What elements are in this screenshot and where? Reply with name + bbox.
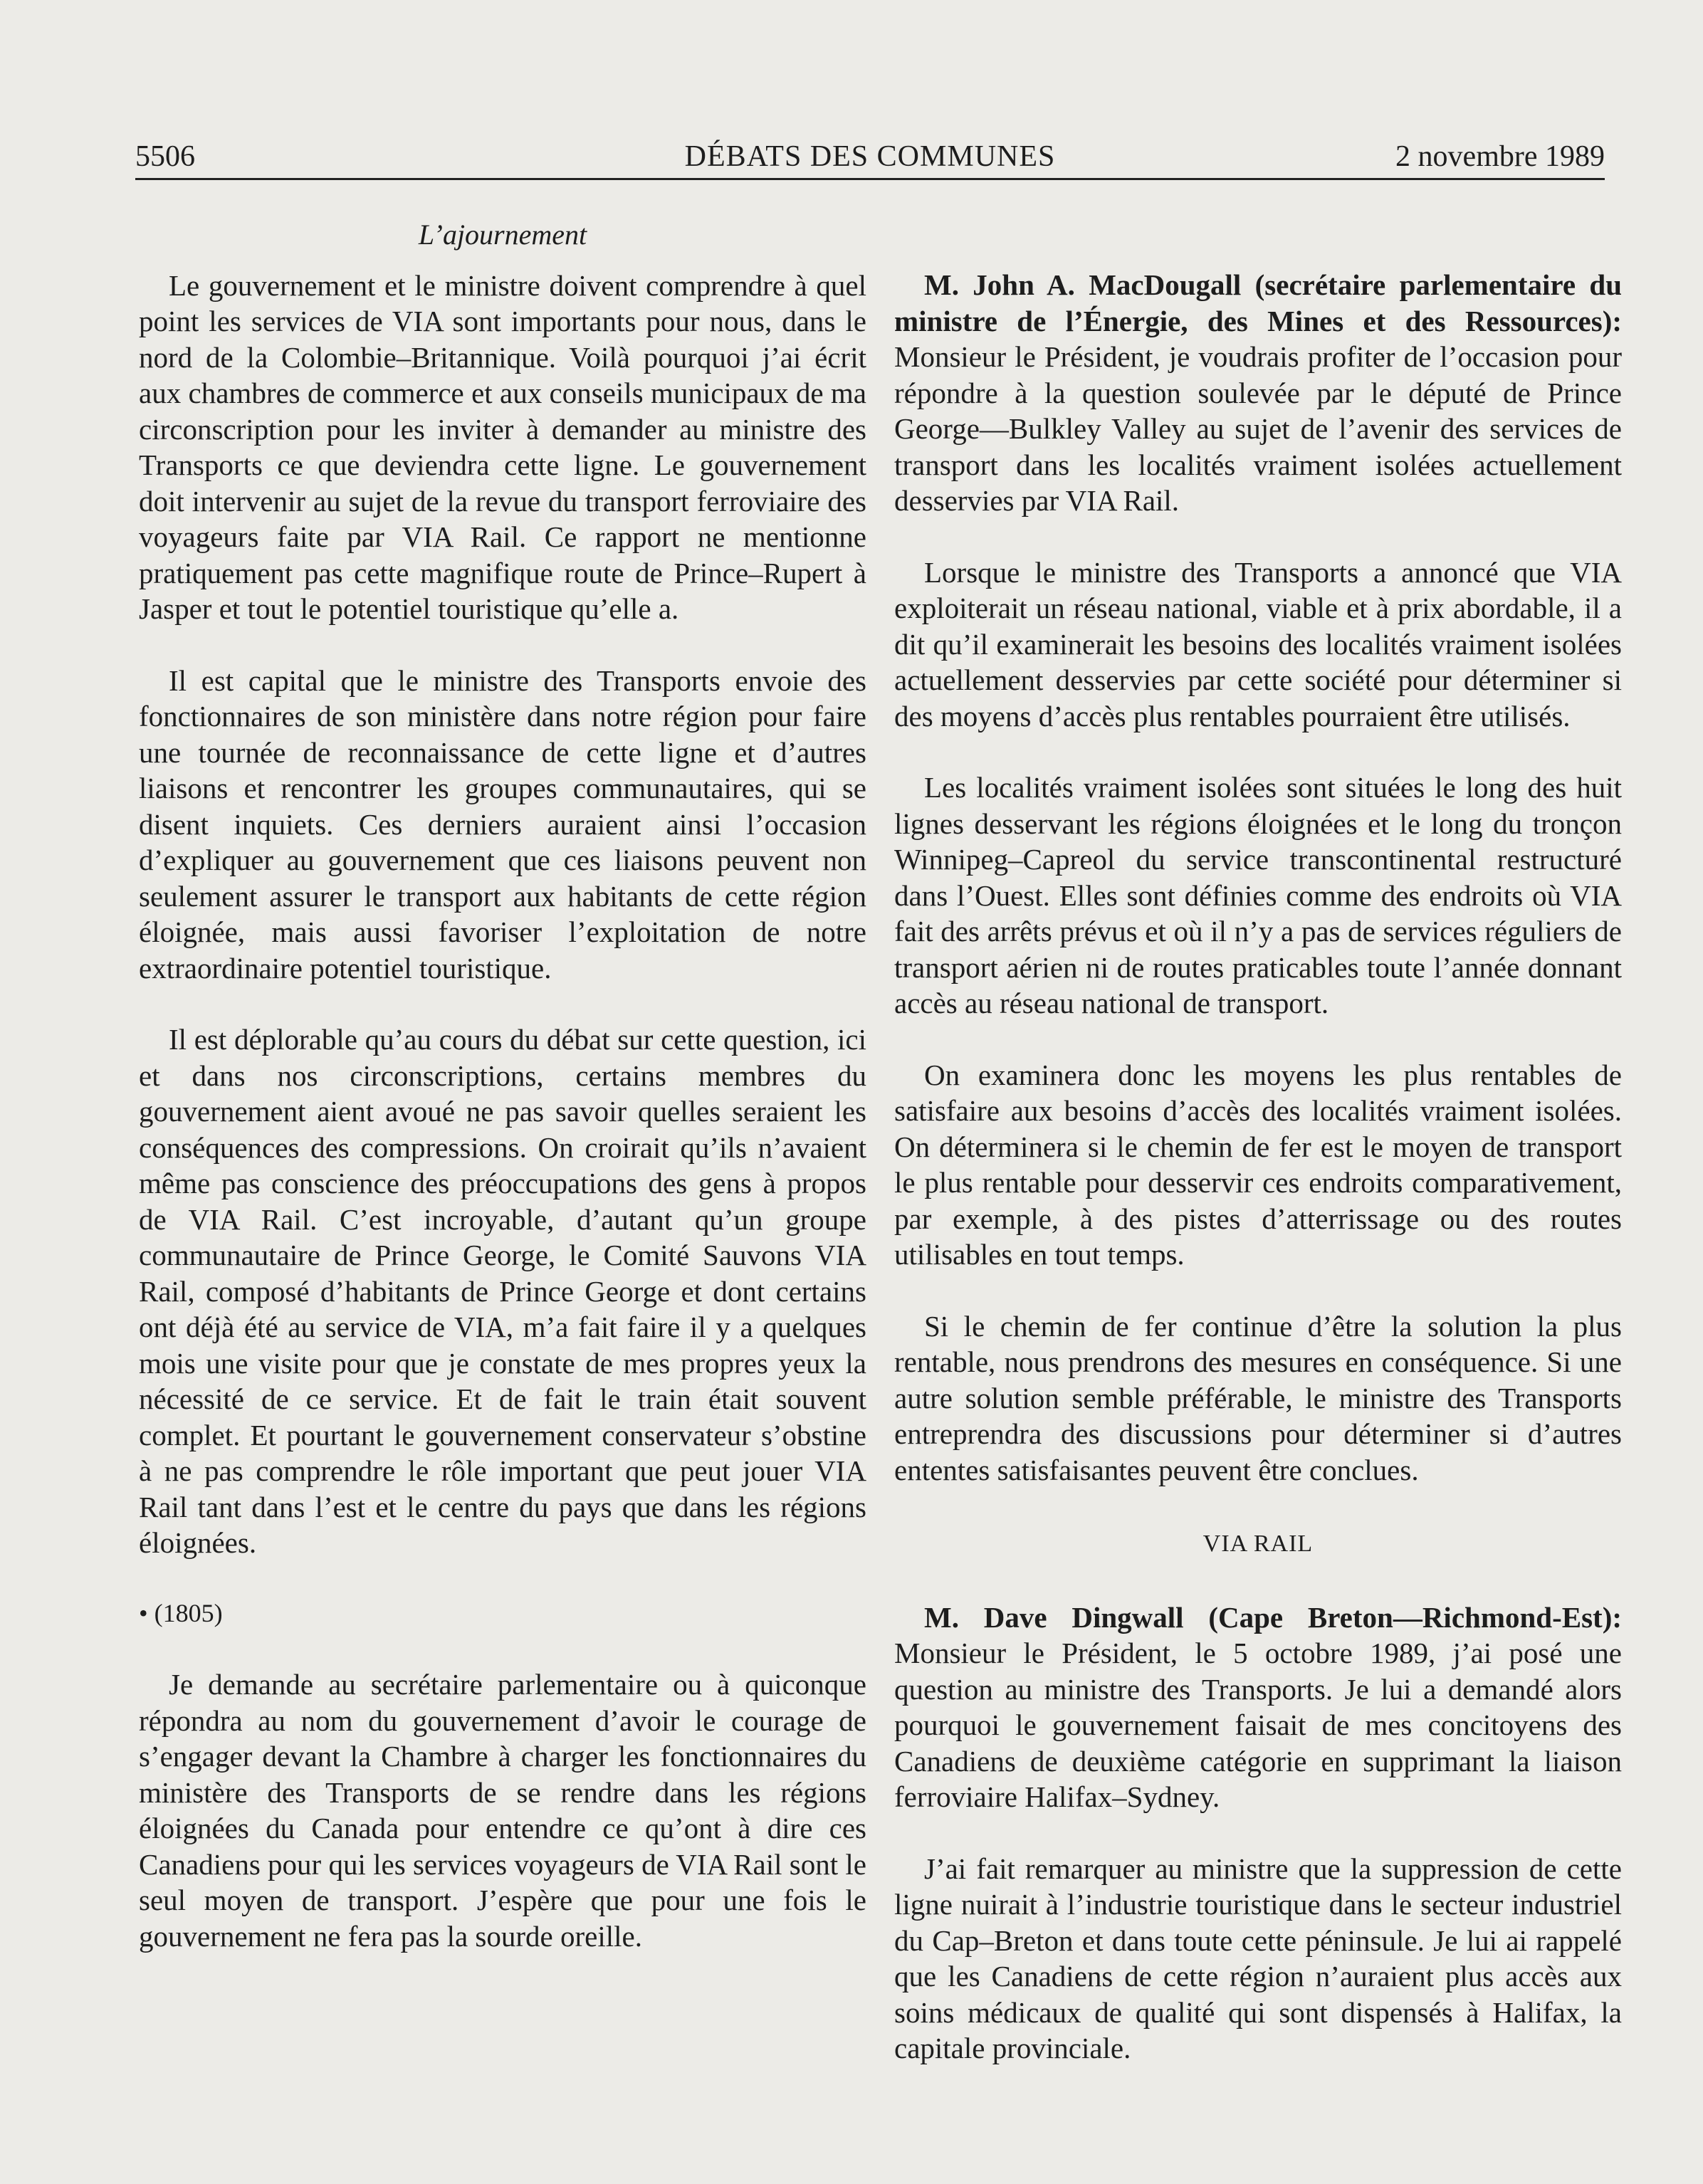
page-date: 2 novembre 1989 <box>1395 140 1605 173</box>
paragraph: Lorsque le ministre des Transports a annoncé que VIA exploiterait un réseau national, viable et à prix abordable, il a dit qu’il examinerait les besoins des localités vraiment isolées actuellement desservies par cette société pour déterminer si des moyens d’accès plus rentables pourraient être utilisés. <box>894 555 1622 733</box>
paragraph: Il est capital que le ministre des Transports envoie des fonctionnaires de son ministère dans notre région pour faire une tournée de reconnaissance de cette ligne et d’autres liaisons et rencontrer les groupes communautaires, qui se disent inquiets. Ces derniers auraient ainsi l’occasion d’expliquer au gouvernement que ces liaisons peuvent non seulement assurer le transport aux habitants de cette région éloignée, mais aussi favoriser l’exploitation de notre extraordinaire potentiel touristique. <box>139 663 866 985</box>
speech-text: Monsieur le Président, le 5 octobre 1989, j’ai posé une question au ministre des Transports. Je lui a demandé alors pourquoi le gouvernement faisait de mes concitoyens des Canadiens de deuxième catégorie en supprimant la liaison ferroviaire Halifax–Sydney. <box>894 1637 1622 1813</box>
rubric-heading: VIA RAIL <box>1202 1531 1314 1557</box>
right-column <box>894 217 1622 2067</box>
paragraph: Je demande au secrétaire parlementaire ou à quiconque répondra au nom du gouvernement d’avoir le courage de s’engager devant la Chambre à charger les fonctionnaires du ministère des Transports de se rendre dans les régions éloignées du Canada pour entendre ce qu’ont à dire ces Canadiens pour qui les services voyageurs de VIA Rail sont le seul moyen de transport. J’espère que pour une fois le gouvernement ne fera pas la sourde oreille. <box>139 1668 866 1953</box>
page-header <box>135 135 1605 180</box>
section-title: L’ajournement <box>418 219 587 251</box>
speaker-name: M. Dave Dingwall (Cape Breton—Richmond-Est): <box>924 1600 1622 1634</box>
paragraph: Les localités vraiment isolées sont situées le long des huit lignes desservant les régions éloignées et le long du tronçon Winnipeg–Capreol du service transcontinental restructuré dans l’Ouest. Elles sont définies comme des endroits où VIA fait des arrêts prévus et où il n’y a pas de services réguliers de transport aérien ni de routes praticables toute l’année donnant accès au réseau national de transport. <box>894 771 1622 1019</box>
paragraph: Il est déplorable qu’au cours du débat sur cette question, ici et dans nos circonscriptions, certains membres du gouvernement aient avoué ne pas savoir quelles seraient les conséquences des compressions. On croirait qu’ils n’avaient même pas conscience des préoccupations des gens à propos de VIA Rail. C’est incroyable, d’autant qu’un groupe communautaire de Prince George, le Comité Sauvons VIA Rail, composé d’habitants de Prince George et dont certains ont déjà été au service de VIA, m’a fait faire il y a quelques mois une visite pour que je constate de mes propres yeux la nécessité de ce service. Et de fait le train était souvent complet. Et pourtant le gouvernement conservateur s’obstine à ne pas comprendre le rôle important que peut jouer VIA Rail tant dans l’est et le centre du pays que dans les régions éloignées. <box>139 1023 866 1559</box>
speech-macdougall <box>894 267 1622 519</box>
paragraph: J’ai fait remarquer au ministre que la suppression de cette ligne nuirait à l’industrie touristique dans le secteur industriel du Cap–Breton et dans toute cette péninsule. Je lui ai rappelé que les Canadiens de cette région n’auraient plus accès aux soins médicaux de qualité qui sont dispensés à Halifax, la capitale provinciale. <box>894 1852 1622 2064</box>
paragraph: On examinera donc les moyens les plus rentables de satisfaire aux besoins d’accès des localités vraiment isolées. On déterminera si le chemin de fer est le moyen de transport le plus rentable pour desservir ces endroits comparativement, par exemple, à des pistes d’atterrissage ou des routes utilisables en tout temps. <box>894 1058 1622 1271</box>
speaker-name: M. John A. MacDougall (secrétaire parlementaire du ministre de l’Énergie, des Mines et des Ressources): <box>894 268 1622 337</box>
left-column <box>139 217 866 1954</box>
time-marker: • (1805) <box>139 1598 223 1627</box>
speech-text: Monsieur le Président, je voudrais profiter de l’occasion pour répondre à la question soulevée par le député de Prince George—Bulkley Valley au sujet de l’avenir des services de transport dans les localités vraiment isolées actuellement desservies par VIA Rail. <box>894 340 1622 517</box>
page-number: 5506 <box>135 140 195 173</box>
journal-title: DÉBATS DES COMMUNES <box>684 140 1056 173</box>
paragraph: Si le chemin de fer continue d’être la solution la plus rentable, nous prendrons des mesures en conséquence. Si une autre solution semble préférable, le ministre des Transports entreprendra des discussions pour déterminer si d’autres ententes satisfaisantes peuvent être conclues. <box>894 1309 1622 1486</box>
speech-dingwall <box>894 1600 1622 1815</box>
paragraph: Le gouvernement et le ministre doivent comprendre à quel point les services de VIA sont importants pour nous, dans le nord de la Colombie–Britannique. Voilà pourquoi j’ai écrit aux chambres de commerce et aux conseils municipaux de ma circonscription pour les inviter à demander au ministre des Transports ce que deviendra cette ligne. Le gouvernement doit intervenir au sujet de la revue du transport ferroviaire des voyageurs faite par VIA Rail. Ce rapport ne mentionne pratiquement pas cette magnifique route de Prince–Rupert à Jasper et tout le potentiel touristique qu’elle a. <box>139 268 866 625</box>
